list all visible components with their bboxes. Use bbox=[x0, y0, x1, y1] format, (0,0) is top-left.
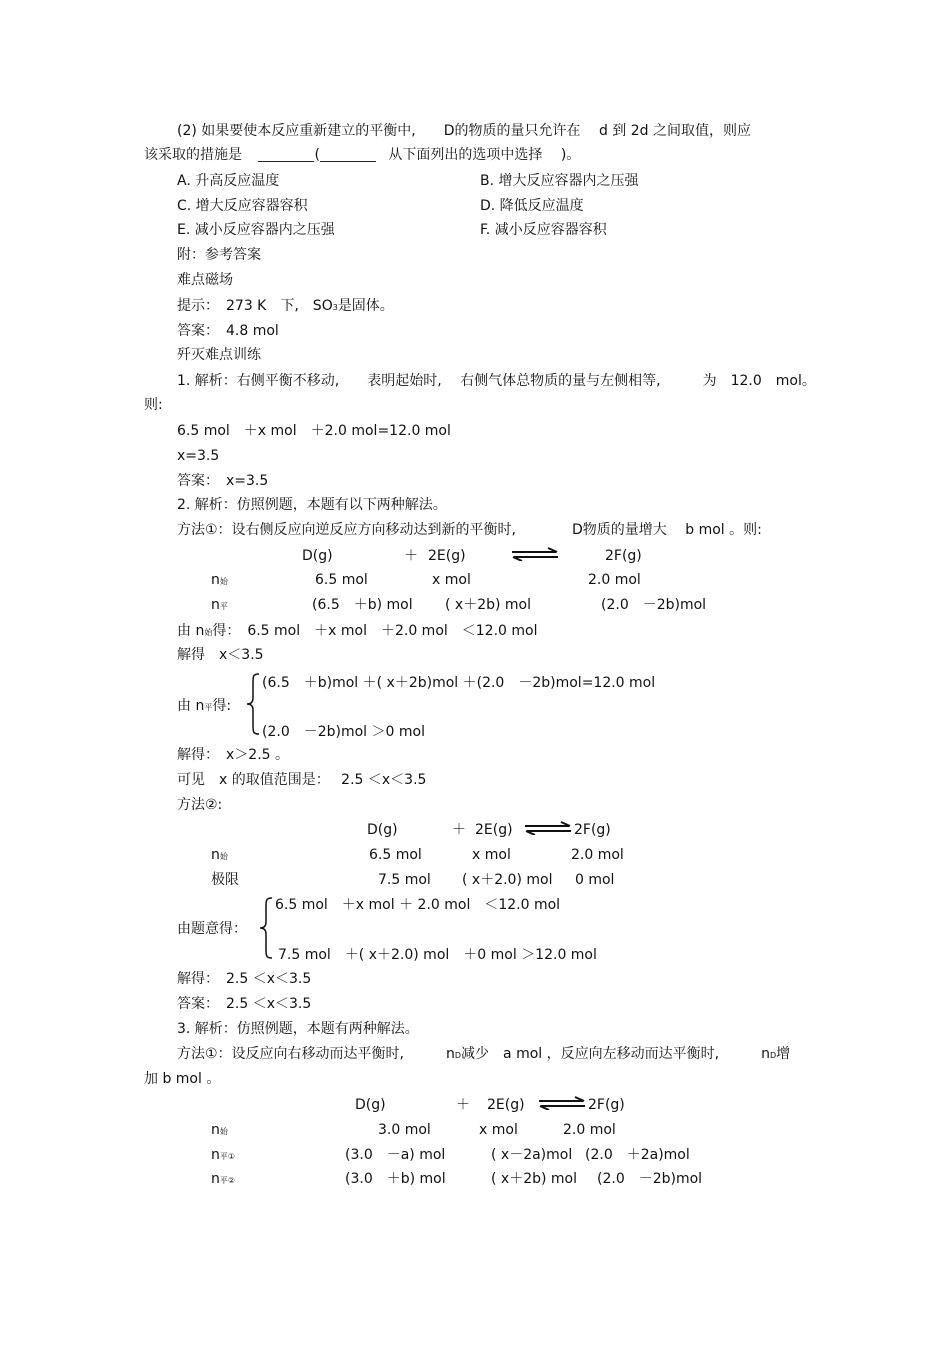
p3-r1-label bbox=[211, 1121, 228, 1141]
n-symbol: n bbox=[211, 847, 220, 863]
p1-equation-1: 6.5 mol ＋x mol ＋2.0 mol=12.0 mol bbox=[177, 423, 451, 439]
p2-system-eq-1: (6.5 ＋b)mol ＋( x＋2b)mol ＋(2.0 －2b)mol=12.0 mol bbox=[262, 675, 656, 691]
n-subscript: 平① bbox=[219, 1152, 236, 1161]
p2-intro: 2. 解析：仿照例题，本题有以下两种解法。 bbox=[177, 497, 447, 513]
p3-r2-c1: (3.0 －a) mol bbox=[345, 1147, 446, 1163]
p3-r3-c2: ( x＋2b) mol bbox=[491, 1171, 577, 1187]
p2-r1-c1: 6.5 mol bbox=[315, 572, 368, 588]
p2-r2-c3: (2.0 －2b)mol bbox=[601, 597, 707, 613]
hint-tail: 是固体。 bbox=[337, 298, 394, 314]
option-e: E. 减小反应容器内之压强 bbox=[177, 222, 335, 238]
p3-r2-c2: ( x－2a)mol bbox=[491, 1147, 573, 1163]
p2-t2-plus: ＋ bbox=[452, 822, 466, 838]
p2-system-label bbox=[177, 697, 231, 717]
answer-0: 答案： 4.8 mol bbox=[177, 323, 279, 339]
p2-r2-label bbox=[211, 596, 228, 616]
equilibrium-arrow-icon bbox=[537, 1096, 587, 1110]
p3-method-1-part-b: 减少 a mol ，反应向左移动而达平衡时, n bbox=[461, 1046, 770, 1062]
p2-r1-label bbox=[211, 571, 228, 591]
n-symbol: n bbox=[211, 1171, 220, 1187]
n-symbol: n bbox=[211, 572, 220, 588]
p2-t1-plus: ＋ bbox=[404, 548, 418, 564]
p3-r3-c3: (2.0 －2b)mol bbox=[597, 1171, 703, 1187]
n-subscript: 始 bbox=[219, 1127, 228, 1136]
p2-system-eq-2: (2.0 －2b)mol ＞0 mol bbox=[262, 724, 425, 740]
q2-line-1: (2) 如果要使本反应重新建立的平衡中, D的物质的量只允许在 d 到 2d 之间取值，则应 bbox=[177, 123, 751, 139]
equilibrium-arrow-icon bbox=[523, 821, 573, 835]
p2-r3-c2: x mol bbox=[472, 847, 511, 863]
option-a: A. 升高反应温度 bbox=[177, 173, 280, 189]
p2-r3-c3: 2.0 mol bbox=[571, 847, 624, 863]
by-label: 由 n bbox=[177, 698, 205, 714]
p3-r3-c1: (3.0 ＋b) mol bbox=[345, 1171, 446, 1187]
p2-r1-c3: 2.0 mol bbox=[588, 572, 641, 588]
p3-r1-c2: x mol bbox=[479, 1122, 518, 1138]
option-f: F. 减小反应容器容积 bbox=[480, 222, 607, 238]
p2-answer: 答案： 2.5 ＜x＜3.5 bbox=[177, 996, 312, 1012]
hint-subscript: 3 bbox=[332, 303, 338, 312]
answer-blank bbox=[258, 147, 314, 162]
p2-inequality-1 bbox=[177, 622, 538, 642]
answer-blank-2 bbox=[320, 147, 376, 162]
n-subscript: 始 bbox=[219, 577, 228, 586]
p2-t1-species-e: 2E(g) bbox=[428, 548, 466, 564]
p1-answer: 答案： x=3.5 bbox=[177, 473, 269, 489]
q2-line-2 bbox=[144, 146, 580, 164]
p3-method-1-line-2: 加 b mol 。 bbox=[144, 1071, 221, 1087]
n-subscript: 平② bbox=[219, 1176, 236, 1185]
hint-text: 提示： 273 K 下, SO bbox=[177, 298, 333, 314]
n-subscript: 始 bbox=[204, 628, 213, 637]
p2-r2-c2: ( x＋2b) mol bbox=[445, 597, 531, 613]
p2-r4-label: 极限 bbox=[211, 872, 239, 888]
hint-line bbox=[177, 297, 394, 317]
left-brace-icon bbox=[245, 672, 261, 736]
p2-r3-c1: 6.5 mol bbox=[369, 847, 422, 863]
p2-t2-species-d: D(g) bbox=[367, 822, 398, 838]
p3-r1-c3: 2.0 mol bbox=[563, 1122, 616, 1138]
by-label: 由 n bbox=[177, 623, 205, 639]
p2-solution-2: 解得： x＞2.5 。 bbox=[177, 747, 289, 763]
p3-r3-label bbox=[211, 1170, 235, 1190]
option-c: C. 增大反应容器容积 bbox=[177, 198, 308, 214]
p1-line-1: 1. 解析：右侧平衡不移动, 表明起始时, 右侧气体总物质的量与左侧相等, 为 12.0 mol。 bbox=[177, 373, 816, 389]
p2-r2-c1: (6.5 ＋b) mol bbox=[312, 597, 413, 613]
p1-line-2: 则: bbox=[144, 397, 163, 413]
p3-plus: ＋ bbox=[456, 1097, 470, 1113]
n-subscript: D bbox=[769, 1051, 777, 1060]
p2-method-2: 方法②: bbox=[177, 797, 223, 813]
equilibrium-arrow-icon bbox=[510, 547, 560, 561]
section-heading-2: 歼灭难点训练 bbox=[177, 347, 261, 363]
n-subscript: 平 bbox=[219, 602, 228, 611]
p3-method-1-part-c: 增 bbox=[776, 1046, 791, 1062]
p2-r4-c3: 0 mol bbox=[575, 872, 615, 888]
option-d: D. 降低反应温度 bbox=[480, 198, 584, 214]
p3-species-d: D(g) bbox=[355, 1097, 386, 1113]
p3-species-f: 2F(g) bbox=[588, 1097, 625, 1113]
n-symbol: n bbox=[211, 1147, 220, 1163]
n-subscript: 平 bbox=[204, 703, 213, 712]
p2-r1-c2: x mol bbox=[432, 572, 471, 588]
q2-line-2-lead: 该采取的措施是 bbox=[144, 147, 242, 163]
n-symbol: n bbox=[211, 597, 220, 613]
n-subscript: D bbox=[454, 1051, 462, 1060]
p2-r3-label bbox=[211, 846, 228, 866]
q2-line-2-tail: 从下面列出的选项中选择 )。 bbox=[388, 147, 581, 163]
p3-r2-c3: (2.0 ＋2a)mol bbox=[585, 1147, 690, 1163]
left-brace-icon bbox=[258, 896, 274, 960]
system-label-tail: 得: bbox=[212, 698, 232, 714]
section-heading-1: 难点磁场 bbox=[177, 272, 233, 288]
p2-method-1: 方法①：设右侧反应向逆反应方向移动达到新的平衡时, D物质的量增大 b mol 。则: bbox=[177, 522, 762, 538]
p2-t2-species-f: 2F(g) bbox=[574, 822, 611, 838]
p3-method-1-part-a: 方法①：设反应向右移动而达平衡时, n bbox=[177, 1046, 455, 1062]
n-symbol: n bbox=[211, 1122, 220, 1138]
p3-intro: 3. 解析：仿照例题，本题有两种解法。 bbox=[177, 1021, 419, 1037]
p1-equation-2: x=3.5 bbox=[177, 448, 220, 464]
q2-paren: ( bbox=[314, 147, 320, 163]
p2-t2-species-e: 2E(g) bbox=[475, 822, 513, 838]
p2-system-2-eq-1: 6.5 mol ＋x mol ＋ 2.0 mol ＜12.0 mol bbox=[275, 897, 561, 913]
p3-species-e: 2E(g) bbox=[487, 1097, 525, 1113]
p2-t1-species-d: D(g) bbox=[302, 548, 333, 564]
p3-r2-label bbox=[211, 1146, 235, 1166]
p2-solution-3: 解得： 2.5 ＜x＜3.5 bbox=[177, 971, 312, 987]
p2-system-label-2: 由题意得： bbox=[177, 921, 247, 937]
p3-r1-c1: 3.0 mol bbox=[378, 1122, 431, 1138]
option-b: B. 增大反应容器内之压强 bbox=[480, 173, 639, 189]
appendix-heading: 附：参考答案 bbox=[177, 247, 261, 263]
p3-method-1 bbox=[177, 1045, 790, 1065]
p2-r4-c1: 7.5 mol bbox=[378, 872, 431, 888]
p2-system-2-eq-2: 7.5 mol ＋( x＋2.0) mol ＋0 mol ＞12.0 mol bbox=[278, 947, 597, 963]
p2-r4-c2: ( x＋2.0) mol bbox=[462, 872, 553, 888]
p2-t1-species-f: 2F(g) bbox=[605, 548, 642, 564]
p2-range: 可见 x 的取值范围是： 2.5 ＜x＜3.5 bbox=[177, 772, 427, 788]
n-subscript: 始 bbox=[219, 852, 228, 861]
p2-solution-1: 解得 x＜3.5 bbox=[177, 647, 264, 663]
inequality-text: 得： 6.5 mol ＋x mol ＋2.0 mol ＜12.0 mol bbox=[212, 623, 538, 639]
